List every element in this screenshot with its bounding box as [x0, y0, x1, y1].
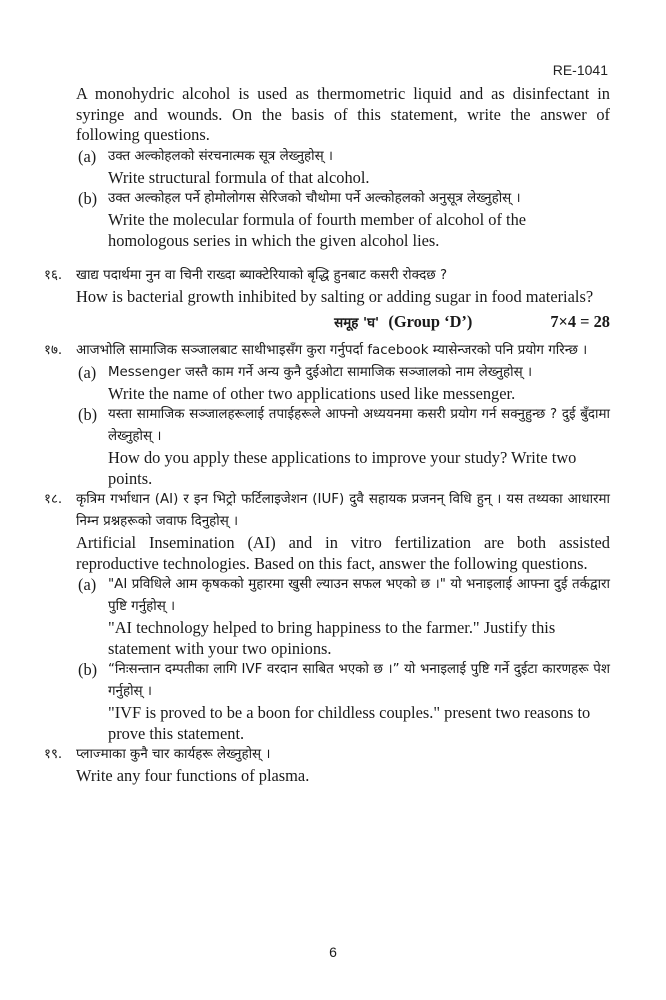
group-heading	[76, 312, 610, 332]
paper-code: RE-1041	[552, 62, 608, 78]
english-text: Write any four functions of plasma.	[76, 766, 310, 785]
english-text: "AI technology helped to bring happiness to the farmer." Justify this statement with your two opinions.	[108, 618, 556, 658]
nepali-text: यस्ता सामाजिक सञ्जालहरूलाई तपाईहरूले आफ्नो अध्ययनमा कसरी प्रयोग गर्न सक्नुहुन्छ ? दुई बुँदामा लेख्नुहोस् ।	[108, 407, 610, 444]
nepali-text: Messenger जस्तै काम गर्ने अन्य कुनै दुईओटा सामाजिक सञ्जालको नाम लेख्नुहोस् ।	[108, 364, 533, 380]
nepali-text: आजभोलि सामाजिक सञ्जालबाट साथीभाइसँग कुरा गर्नुपर्दा facebook म्यासेन्जरको पनि प्रयोग गरिन्छ ।	[76, 342, 588, 358]
intro-text: A monohydric alcohol is used as thermometric liquid and as disinfectant in syringe and wounds. On the basis of this statement, write the answer of following questions.	[76, 84, 610, 144]
english-text: Write the name of other two applications used like messenger.	[108, 383, 516, 403]
intro-block	[76, 84, 610, 251]
nepali-text: उक्त अल्कोहल पर्ने होमोलोगस सेरिजको चौथोमा पर्ने अल्कोहलको अनुसूत्र लेख्नुहोस् ।	[108, 191, 521, 206]
group-title-nepali: समूह 'घ'	[334, 315, 380, 331]
group-marks: 7×4 = 28	[550, 311, 610, 331]
sub-label: (b)	[78, 189, 98, 208]
question-17	[44, 340, 610, 490]
sub-label: (a)	[78, 575, 97, 594]
question-number: १७.	[44, 342, 63, 358]
question-17-a	[76, 362, 610, 405]
question-number: १९.	[44, 747, 63, 762]
sub-label: (a)	[78, 146, 97, 166]
english-text: Artificial Insemination (AI) and in vitro fertilization are both assisted reproductive technologies. Based on this fact, answer the following questions.	[76, 533, 610, 573]
intro-sub-b	[76, 188, 610, 251]
english-text: "IVF is proved to be a boon for childless couples." present two reasons to prove this statement.	[108, 703, 591, 743]
nepali-text: "AI प्रविधिले आम कृषकको मुहारमा खुसी ल्याउन सफल भएको छ ।" यो भनाइलाई आफ्ना दुई तर्कद्वारा पुष्टि गर्नुहोस् ।	[108, 577, 610, 614]
page-number: 6	[329, 944, 337, 960]
nepali-text: कृत्रिम गर्भाधान (AI) र इन भिट्रो फर्टिलाइजेशन (IUF) दुवै सहायक प्रजनन् विधि हुन् । यस तथ्यका आधारमा निम्न प्रश्नहरूको जवाफ दिनुहोस् ।	[76, 492, 610, 529]
sub-label: (a)	[78, 362, 97, 382]
group-title	[334, 312, 472, 332]
question-19	[44, 744, 610, 787]
group-title-english: (Group ‘D’)	[388, 311, 473, 331]
question-17-b	[76, 404, 610, 489]
sub-label: (b)	[78, 405, 98, 424]
nepali-text: खाद्य पदार्थमा नुन वा चिनी राख्दा ब्याक्टेरियाको बृद्धि हुनबाट कसरी रोक्दछ ?	[76, 268, 448, 283]
question-number: १६.	[44, 268, 63, 283]
nepali-text: “निःसन्तान दम्पतीका लागि IVF वरदान साबित भएको छ ।” यो भनाइलाई पुष्टि गर्ने दुईटा कारणहरू पेश गर्नुहोस् ।	[108, 662, 610, 699]
sub-label: (b)	[78, 660, 98, 679]
question-16	[44, 265, 610, 308]
english-text: Write structural formula of that alcohol.	[108, 167, 370, 187]
nepali-text: प्लाज्माका कुनै चार कार्यहरू लेख्नुहोस् ।	[76, 747, 271, 762]
question-number: १८.	[44, 492, 63, 507]
question-18-a	[76, 574, 610, 659]
page-content	[44, 84, 610, 787]
question-18	[44, 489, 610, 744]
english-text: Write the molecular formula of fourth member of alcohol of the homologous series in which the given alcohol lies.	[108, 210, 527, 250]
question-18-b	[76, 659, 610, 744]
english-text: How is bacterial growth inhibited by salting or adding sugar in food materials?	[76, 287, 594, 306]
nepali-text: उक्त अल्कोहलको संरचनात्मक सूत्र लेख्नुहोस् ।	[108, 148, 333, 164]
english-text: How do you apply these applications to improve your study? Write two points.	[108, 448, 577, 488]
intro-sub-a	[76, 146, 610, 189]
